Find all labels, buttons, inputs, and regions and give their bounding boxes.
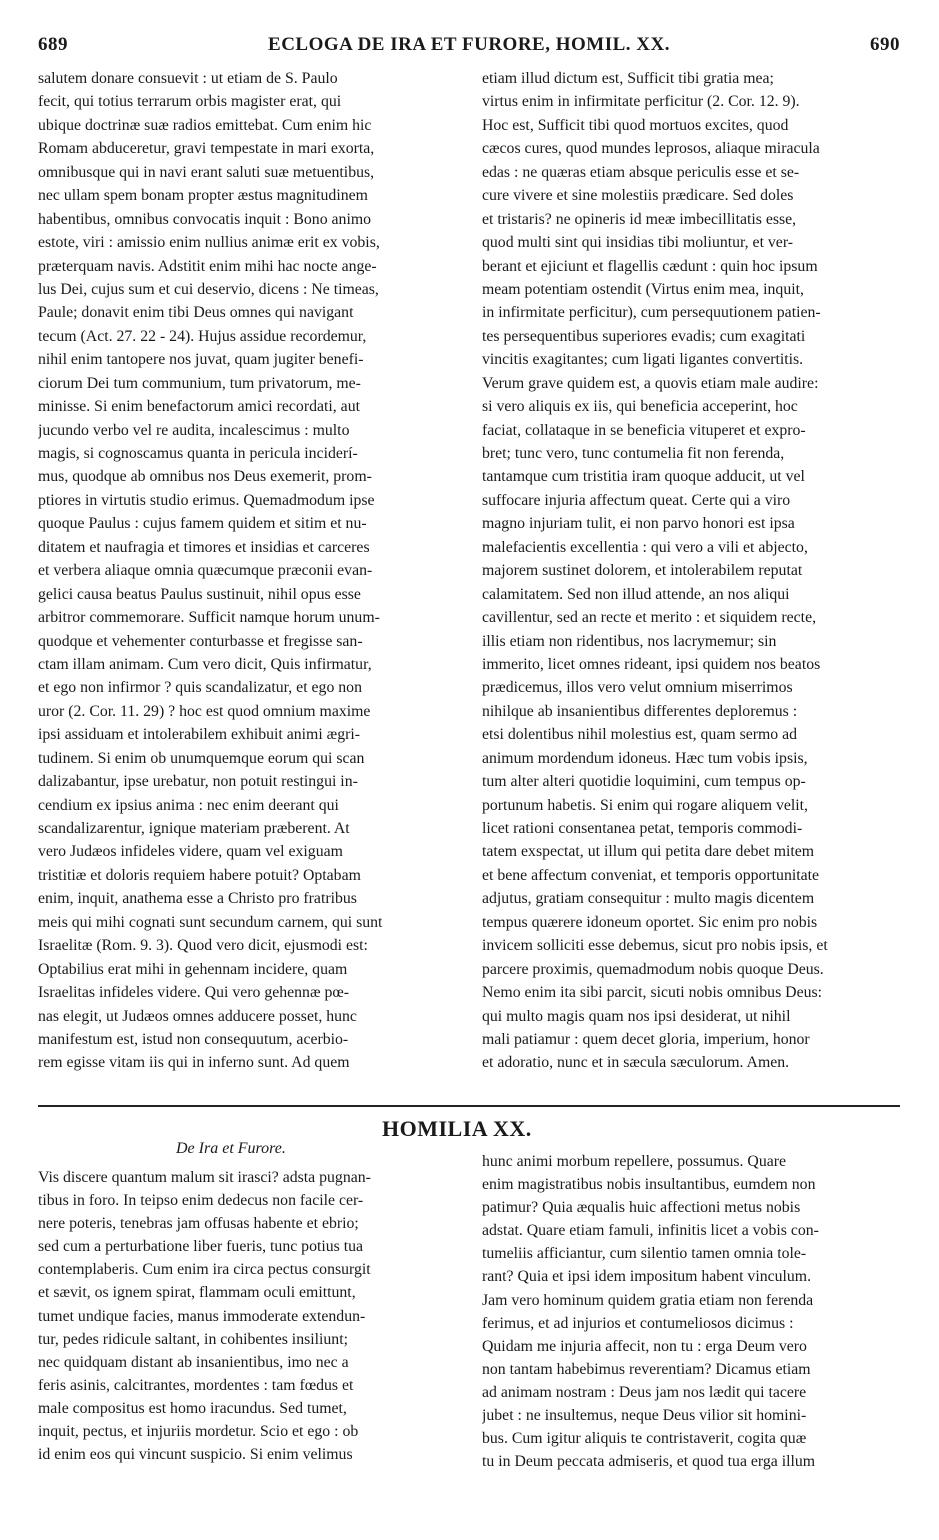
text-line: et sævit, os ignem spirat, flammam oculi emittunt,: [38, 1284, 356, 1302]
text-line: nas elegit, ut Judæos omnes adducere posset, hunc: [38, 1007, 357, 1025]
text-line: id enim eos qui vincunt suspicio. Si enim velimus: [38, 1446, 353, 1464]
left-column-bottom: [38, 1166, 458, 1466]
text-line: ditatem et naufragia et timores et insidias et carceres: [38, 538, 370, 556]
text-line: tumeliis afficiantur, cum silentio tamen omnia tole-: [482, 1245, 807, 1263]
text-line: et adoratio, nunc et in sæcula sæculorum. Amen.: [482, 1054, 790, 1072]
text-line: enim, inquit, anathema esse a Christo pro fratribus: [38, 890, 357, 908]
text-line: minisse. Si enim benefactorum amici recordati, aut: [38, 398, 360, 416]
text-line: tecum (Act. 27. 22 - 24). Hujus assidue recordemur,: [38, 327, 367, 345]
text-line: portunum habetis. Si enim qui rogare aliquem velit,: [482, 796, 808, 814]
text-line: jubet : ne insultemus, neque Deus vilior sit homini-: [482, 1407, 807, 1425]
text-line: qui multo magis quam nos ipsi desiderat, ut nihil: [482, 1007, 791, 1025]
text-line: mus, quodque ab omnibus nos Deus exemerit, prom-: [38, 468, 372, 486]
text-line: nec ullam spem bonam propter æstus magnitudinem: [38, 187, 368, 205]
text-line: scandalizarentur, ignique materiam præberent. At: [38, 820, 350, 837]
text-line: male compositus est homo iracundus. Sed tumet,: [38, 1399, 347, 1417]
text-line: jucundo verbo vel re audita, incalescimus : multo: [38, 421, 350, 439]
text-line: magis, si cognoscamus quanta in pericula inciderí-: [38, 445, 358, 462]
text-line: Romam abduceretur, gravi tempestate in mari exorta,: [38, 140, 375, 158]
text-line: et verbera aliaque omnia quæcumque præconii evan-: [38, 562, 373, 580]
text-line: adstat. Quare etiam famuli, infinitis licet a vobis con-: [482, 1222, 819, 1240]
text-line: tumet undique facies, manus immoderate extendun-: [38, 1307, 366, 1325]
text-line: tibus in foro. In teipso enim dedecus non facile cer-: [38, 1192, 364, 1210]
text-line: cure vivere et sine molestiis prædicare. Sed doles: [482, 187, 794, 205]
left-column-top: [38, 67, 458, 1075]
text-line: hunc animi morbum repellere, possumus. Quare: [482, 1153, 787, 1170]
text-line: et tristaris? ne opineris id meæ imbecillitatis esse,: [482, 210, 797, 228]
text-line: immerito, licet omnes rideant, ipsi quidem nos beatos: [482, 655, 821, 673]
text-line: manifestum est, istud non consequutum, acerbio-: [38, 1030, 349, 1048]
text-line: Paule; donavit enim tibi Deus omnes qui navigant: [38, 304, 354, 322]
text-line: vero Judæos infideles videre, quam vel exiguam: [38, 843, 343, 861]
text-line: Optabilius erat mihi in gehennam incidere, quam: [38, 960, 348, 978]
text-line: salutem donare consuevit : ut etiam de S. Paulo: [38, 70, 338, 87]
text-line: et bene affectum conveniat, et temporis opportunitate: [482, 866, 820, 884]
text-line: Vis discere quantum malum sit irasci? adsta pugnan-: [38, 1169, 371, 1186]
text-line: nihil enim tantopere nos juvat, quam jugiter benefi-: [38, 351, 364, 369]
text-line: ferimus, et ad injurios et contumeliosos dicimus :: [482, 1314, 794, 1332]
text-line: quoque Paulus : cujus famem quidem et sitim et nu-: [38, 515, 367, 533]
text-line: tristitiæ et doloris requiem habere potuit? Optabam: [38, 866, 361, 884]
running-header: [38, 34, 900, 64]
text-line: inquit, pectus, et injuriis mordetur. Scio et ego : ob: [38, 1423, 359, 1441]
text-line: edas : ne quæras etiam absque periculis esse et se-: [482, 163, 800, 181]
text-line: Verum grave quidem est, a quovis etiam male audire:: [482, 374, 819, 392]
text-line: præterquam navis. Adstitit enim mihi hac nocte ange-: [38, 257, 377, 275]
text-line: ctam illam animam. Cum vero dicit, Quis infirmatur,: [38, 655, 372, 673]
text-line: in infirmitate perficitur), cum persequutionem patien-: [482, 304, 821, 322]
text-line: illis etiam non ridentibus, nos lacrymemur; sin: [482, 632, 777, 650]
text-line: Nemo enim ita sibi parcit, sicuti nobis omnibus Deus:: [482, 984, 823, 1002]
text-line: nec quidquam distant ab insanientibus, imo nec a: [38, 1353, 349, 1371]
right-column-top: [482, 67, 902, 1075]
text-line: rem egisse vitam iis qui in inferno sunt. Ad quem: [38, 1054, 350, 1072]
text-line: bus. Cum igitur aliquis te contristaverit, cogita quæ: [482, 1430, 807, 1448]
text-line: berant et ejiciunt et flagellis cædunt : quin hoc ipsum: [482, 257, 818, 275]
text-line: virtus enim in infirmitate perficitur (2. Cor. 12. 9).: [482, 93, 800, 111]
text-line: etsi dolentibus nihil molestius est, quam sermo ad: [482, 726, 798, 744]
right-column-bottom: [482, 1150, 902, 1473]
text-line: magno injuriam tulit, ei non parvo honori est ipsa: [482, 515, 795, 533]
homily-title: HOMILIA XX.: [382, 1116, 532, 1141]
text-line: tum alter alteri quotidie loquimini, cum tempus op-: [482, 773, 806, 791]
text-line: parcere proximis, quemadmodum nobis quoque Deus.: [482, 960, 824, 978]
text-line: tes persequentibus superiores evadis; cum exagitati: [482, 327, 806, 345]
text-line: malefacientis excellentia : qui vero a vili et abjecto,: [482, 538, 808, 556]
text-line: patimur? Quia æqualis huic affectioni metus nobis: [482, 1199, 801, 1217]
text-line: fecit, qui totius terrarum orbis magister erat, qui: [38, 93, 342, 111]
text-line: meam potentiam ostendit (Virtus enim mea, inquit,: [482, 280, 804, 298]
text-line: cæcos cures, quod mundes leprosos, aliaque miracula: [482, 140, 820, 158]
text-line: nere poteris, tenebras jam offusas habente et ebrio;: [38, 1215, 359, 1233]
text-line: lus Dei, cujus sum et cui deservio, dicens : Ne timeas,: [38, 280, 379, 298]
text-line: Hoc est, Sufficit tibi quod mortuos excites, quod: [482, 116, 789, 134]
text-line: arbitror commemorare. Sufficit namque horum unum-: [38, 609, 380, 627]
text-line: mali patiamur : quem decet gloria, imperium, honor: [482, 1030, 810, 1048]
text-line: majorem sustinet dolorem, et intolerabilem reputat: [482, 562, 803, 580]
text-line: tantamque cum tristitia iram quoque adducit, ut vel: [482, 468, 805, 486]
text-line: meis qui mihi cognati sunt secundum carnem, qui sunt: [38, 913, 383, 931]
text-line: contemplaberis. Cum enim ira circa pectus consurgit: [38, 1261, 371, 1279]
text-line: dalizabantur, ipse urebatur, non potuit restingui in-: [38, 773, 358, 791]
text-line: Quidam me injuria affecit, non tu : erga Deum vero: [482, 1337, 807, 1355]
text-line: enim magistratibus nobis insultantibus, eumdem non: [482, 1176, 816, 1194]
text-line: estote, viri : amissio enim nullius animæ erit ex vobis,: [38, 234, 380, 252]
text-line: omnibusque qui in navi erant saluti suæ metuentibus,: [38, 163, 375, 181]
text-line: ubique doctrinæ suæ radios emittebat. Cum enim hic: [38, 116, 372, 134]
text-line: tempus quærere idoneum oportet. Sic enim pro nobis: [482, 913, 818, 931]
text-line: habentibus, omnibus convocatis inquit : Bono animo: [38, 210, 372, 228]
text-line: animum mordendum idoneus. Hæc tum vobis ipsis,: [482, 749, 808, 767]
text-line: si vero aliquis ex iis, qui beneficia acceperint, hoc: [482, 398, 798, 416]
text-line: invicem solliciti esse debemus, sicut pro nobis ipsis, et: [482, 937, 828, 955]
text-line: suffocare injuria affectum queat. Certe qui a viro: [482, 491, 791, 509]
text-line: ad animam nostram : Deus jam nos lædit qui tacere: [482, 1383, 807, 1401]
text-line: vincitis exagitantes; cum ligati ligantes convertitis.: [482, 351, 804, 369]
text-line: etiam illud dictum est, Sufficit tibi gratia mea;: [482, 70, 774, 87]
text-line: bret; tunc vero, tunc contumelia fit non ferenda,: [482, 445, 785, 462]
page-number-left: 689: [38, 34, 68, 55]
text-line: quodque et vehementer conturbasse et fregisse san-: [38, 632, 363, 650]
text-line: tatem exspectat, ut illum qui petita dare debet mitem: [482, 843, 815, 861]
text-line: quod multi sint qui insidias tibi moliuntur, et ver-: [482, 234, 794, 252]
text-line: feris asinis, calcitrantes, mordentes : tam fœdus et: [38, 1376, 354, 1394]
text-line: calamitatem. Sed non illud attende, an nos aliqui: [482, 585, 790, 603]
page-number-right: 690: [870, 34, 900, 55]
text-line: adjutus, gratiam consequitur : multo magis dicentem: [482, 890, 815, 908]
text-line: gelici causa beatus Paulus sustinuit, nihil opus esse: [38, 585, 361, 603]
text-line: Israelitæ (Rom. 9. 3). Quod vero dicit, ejusmodi est:: [38, 937, 368, 955]
homily-subtitle: De Ira et Furore.: [176, 1140, 286, 1157]
section-divider: [38, 1105, 900, 1107]
text-line: tur, pedes ridicule saltant, in cohibentes insiliunt;: [38, 1330, 348, 1348]
text-line: prædicemus, illos vero velut omnium miserrimos: [482, 679, 793, 697]
text-line: Israelitas infideles videre. Qui vero gehennæ pœ-: [38, 984, 350, 1002]
text-line: tudinem. Si enim ob unumquemque eorum qui scan: [38, 749, 365, 767]
text-line: ptiores in virtutis studio erimus. Quemadmodum ipse: [38, 491, 375, 509]
running-title: ECLOGA DE IRA ET FURORE, HOMIL. XX.: [268, 34, 670, 55]
text-line: Jam vero hominum quidem gratia etiam non ferenda: [482, 1291, 814, 1309]
text-line: rant? Quia et ipsi idem impositum habent vinculum.: [482, 1268, 812, 1286]
text-line: ipsi assiduam et intolerabilem exhibuit animi ægri-: [38, 726, 361, 744]
text-line: cavillentur, sed an recte et merito : et siquidem recte,: [482, 609, 817, 627]
text-line: faciat, collataque in se beneficia vituperet et expro-: [482, 421, 806, 439]
text-line: cendium ex ipsius anima : nec enim deerant qui: [38, 796, 339, 814]
text-line: nihilque ab insanientibus differentes deploremus :: [482, 702, 798, 720]
text-line: tu in Deum peccata admiseris, et quod tua erga illum: [482, 1453, 816, 1471]
text-line: non tantam habebimus reverentiam? Dicamus etiam: [482, 1360, 811, 1378]
text-line: ciorum Dei tum communium, tum privatorum, me-: [38, 374, 361, 392]
text-line: et ego non infirmor ? quis scandalizatur, et ego non: [38, 679, 362, 697]
text-line: uror (2. Cor. 11. 29) ? hoc est quod omnium maxime: [38, 702, 371, 720]
text-line: licet rationi consentanea petat, temporis commodi-: [482, 820, 803, 837]
text-line: sed cum a perturbatione liber fueris, tunc potius tua: [38, 1238, 364, 1256]
